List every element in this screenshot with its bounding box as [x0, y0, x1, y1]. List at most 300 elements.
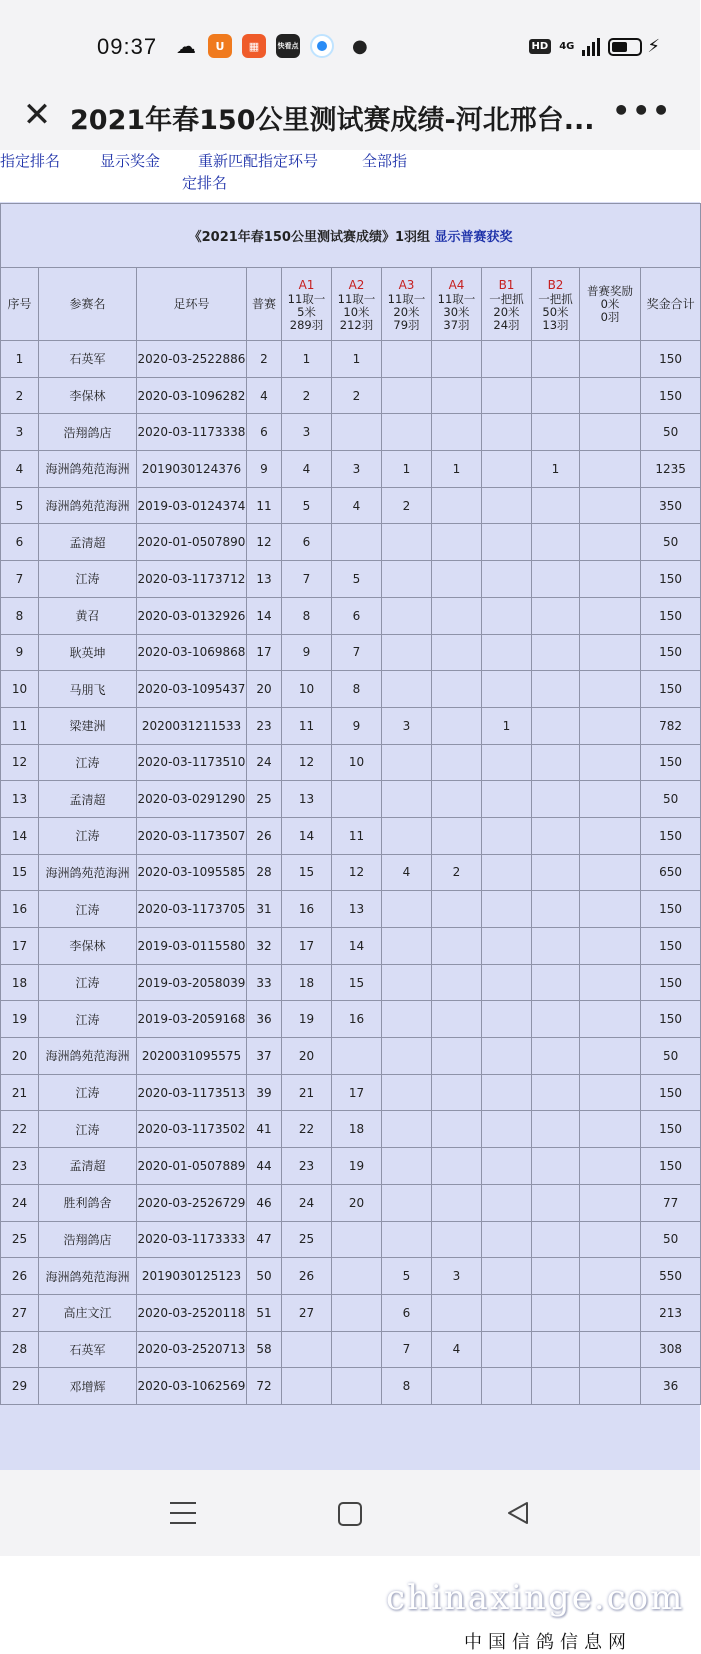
table-cell: [532, 928, 580, 965]
table-row: [1, 487, 701, 524]
table-cell: [382, 891, 432, 928]
more-notifications-dot-icon: ●: [352, 35, 368, 57]
table-cell: 2020-03-2520118: [137, 1294, 247, 1331]
column-header-detail: 24羽: [493, 317, 520, 332]
table-title-text: 《2021年春150公里测试赛成绩》1羽组: [188, 230, 430, 245]
table-cell: 2020-01-0507890: [137, 524, 247, 561]
table-cell: [382, 671, 432, 708]
table-cell: 8: [1, 597, 39, 634]
table-cell: [382, 1038, 432, 1075]
table-cell: [580, 891, 641, 928]
table-cell: 213: [641, 1294, 701, 1331]
table-cell: 11: [332, 817, 382, 854]
table-row: [1, 1001, 701, 1038]
notification-icons: [174, 34, 368, 58]
blue-circle-app-icon: [310, 34, 334, 58]
table-cell: [580, 1038, 641, 1075]
table-row: [1, 781, 701, 818]
table-cell: [432, 891, 482, 928]
table-cell: 24: [247, 744, 282, 781]
table-cell: [382, 634, 432, 671]
table-cell: [532, 817, 580, 854]
table-cell: [532, 377, 580, 414]
table-cell: 马朋飞: [39, 671, 137, 708]
table-cell: [532, 1221, 580, 1258]
table-cell: 44: [247, 1148, 282, 1185]
table-cell: [482, 487, 532, 524]
table-cell: 23: [1, 1148, 39, 1185]
table-cell: [580, 524, 641, 561]
column-header-detail: 11取一: [337, 291, 376, 306]
table-row: [1, 1368, 701, 1405]
table-cell: [482, 744, 532, 781]
table-cell: 10: [332, 744, 382, 781]
table-row: [1, 597, 701, 634]
status-bar: [0, 0, 700, 92]
table-cell: 72: [247, 1368, 282, 1405]
table-cell: 7: [282, 561, 332, 598]
table-cell: 28: [1, 1331, 39, 1368]
table-cell: 13: [282, 781, 332, 818]
column-header: [247, 268, 282, 341]
table-cell: 3: [382, 707, 432, 744]
table-cell: [482, 1368, 532, 1405]
toolbar-links: [0, 150, 700, 202]
table-cell: 5: [282, 487, 332, 524]
table-cell: 2019030124376: [137, 451, 247, 488]
table-cell: [580, 1331, 641, 1368]
table-cell: [482, 817, 532, 854]
table-cell: 2020-03-0291290: [137, 781, 247, 818]
table-row: [1, 1074, 701, 1111]
table-cell: 李保林: [39, 377, 137, 414]
table-cell: [482, 377, 532, 414]
column-header-detail: 5米: [297, 304, 316, 319]
table-cell: 20: [1, 1038, 39, 1075]
table-cell: [580, 634, 641, 671]
table-row: [1, 451, 701, 488]
table-cell: 10: [1, 671, 39, 708]
table-cell: [532, 1258, 580, 1295]
table-cell: 12: [332, 854, 382, 891]
table-cell: [580, 414, 641, 451]
table-cell: 12: [1, 744, 39, 781]
table-cell: [580, 781, 641, 818]
table-cell: [532, 744, 580, 781]
table-cell: [532, 1074, 580, 1111]
table-cell: 1: [382, 451, 432, 488]
table-cell: 150: [641, 891, 701, 928]
column-header-label: 参赛名: [69, 297, 106, 311]
table-cell: 江涛: [39, 964, 137, 1001]
table-cell: [482, 561, 532, 598]
table-cell: 50: [247, 1258, 282, 1295]
table-cell: 9: [282, 634, 332, 671]
table-cell: 14: [247, 597, 282, 634]
table-cell: 石英军: [39, 341, 137, 378]
table-cell: [580, 1074, 641, 1111]
column-header: [282, 268, 332, 341]
table-cell: 1: [532, 451, 580, 488]
table-cell: 15: [332, 964, 382, 1001]
close-icon[interactable]: ✕: [22, 95, 52, 135]
table-cell: 7: [1, 561, 39, 598]
table-cell: 150: [641, 1001, 701, 1038]
table-cell: [382, 414, 432, 451]
column-header-label: 序号: [7, 297, 32, 311]
table-cell: 2: [1, 377, 39, 414]
table-cell: 2020-03-0132926: [137, 597, 247, 634]
column-header-detail: 20米: [393, 304, 420, 319]
table-cell: [482, 781, 532, 818]
table-cell: 海洲鸽苑范海洲: [39, 451, 137, 488]
table-cell: [580, 928, 641, 965]
table-cell: 150: [641, 561, 701, 598]
table-cell: 550: [641, 1258, 701, 1295]
table-cell: [432, 671, 482, 708]
table-cell: 19: [1, 1001, 39, 1038]
table-cell: [432, 561, 482, 598]
column-header: [432, 268, 482, 341]
table-cell: 15: [1, 854, 39, 891]
table-row: [1, 928, 701, 965]
table-cell: [482, 854, 532, 891]
table-header-row: [1, 268, 701, 341]
table-cell: 2: [382, 487, 432, 524]
table-cell: 28: [247, 854, 282, 891]
table-cell: [432, 414, 482, 451]
table-cell: 海洲鸽苑范海洲: [39, 854, 137, 891]
table-cell: 20: [332, 1184, 382, 1221]
column-header: [532, 268, 580, 341]
table-cell: 2020-03-1062569: [137, 1368, 247, 1405]
table-cell: 47: [247, 1221, 282, 1258]
column-header-detail: 212羽: [339, 317, 374, 332]
table-cell: [482, 1148, 532, 1185]
table-cell: 22: [282, 1111, 332, 1148]
table-cell: 150: [641, 671, 701, 708]
column-header: [137, 268, 247, 341]
table-cell: 150: [641, 1148, 701, 1185]
table-cell: 江涛: [39, 1111, 137, 1148]
table-cell: 2020031095575: [137, 1038, 247, 1075]
status-time: 09:37: [97, 34, 158, 59]
back-icon[interactable]: [505, 1500, 531, 1526]
table-cell: 海洲鸽苑范海洲: [39, 487, 137, 524]
table-cell: 12: [247, 524, 282, 561]
table-cell: 4: [247, 377, 282, 414]
column-header-detail: 289羽: [289, 317, 324, 332]
table-cell: 14: [1, 817, 39, 854]
column-header-detail: 20米: [493, 304, 520, 319]
table-cell: [482, 1184, 532, 1221]
table-cell: [482, 1221, 532, 1258]
table-cell: 孟清超: [39, 524, 137, 561]
table-cell: 46: [247, 1184, 282, 1221]
table-cell: [432, 964, 482, 1001]
table-row: [1, 671, 701, 708]
table-cell: 3: [332, 451, 382, 488]
table-cell: 41: [247, 1111, 282, 1148]
table-cell: 2020-03-1096282: [137, 377, 247, 414]
table-cell: [580, 561, 641, 598]
table-cell: 3: [1, 414, 39, 451]
table-cell: 14: [332, 928, 382, 965]
table-cell: [482, 597, 532, 634]
table-cell: 4: [282, 451, 332, 488]
table-cell: 36: [641, 1368, 701, 1405]
table-cell: [432, 817, 482, 854]
table-cell: 邓增辉: [39, 1368, 137, 1405]
table-cell: [482, 671, 532, 708]
column-header-code: A4: [448, 277, 465, 292]
column-header-detail: 79羽: [393, 317, 420, 332]
table-cell: 150: [641, 597, 701, 634]
table-cell: [432, 1001, 482, 1038]
table-cell: 4: [382, 854, 432, 891]
table-cell: 3: [432, 1258, 482, 1295]
charging-icon: ⚡: [647, 36, 660, 57]
table-cell: 7: [332, 634, 382, 671]
table-cell: 1: [282, 341, 332, 378]
menu-icon[interactable]: [170, 1502, 196, 1524]
table-cell: [332, 1258, 382, 1295]
table-cell: 19: [332, 1148, 382, 1185]
table-cell: 50: [641, 1038, 701, 1075]
table-cell: [482, 1001, 532, 1038]
table-row: [1, 1148, 701, 1185]
table-cell: 21: [1, 1074, 39, 1111]
table-cell: 16: [332, 1001, 382, 1038]
table-cell: [532, 671, 580, 708]
table-cell: [482, 928, 532, 965]
table-cell: [532, 1001, 580, 1038]
table-cell: [432, 1294, 482, 1331]
home-icon[interactable]: [338, 1502, 362, 1526]
browser-title-bar: [0, 92, 700, 150]
table-cell: 2020-03-1173502: [137, 1111, 247, 1148]
table-cell: 2020-03-2526729: [137, 1184, 247, 1221]
table-row: [1, 1294, 701, 1331]
table-cell: 50: [641, 1221, 701, 1258]
table-cell: 782: [641, 707, 701, 744]
table-cell: 2: [432, 854, 482, 891]
table-cell: [282, 1331, 332, 1368]
system-status-icons: [529, 36, 660, 57]
table-cell: [532, 964, 580, 1001]
link-all-assign[interactable]: 全部指: [362, 152, 408, 170]
system-nav-bar: [0, 1470, 700, 1556]
table-cell: [382, 524, 432, 561]
table-cell: 150: [641, 744, 701, 781]
table-row: [1, 707, 701, 744]
table-cell: [532, 854, 580, 891]
watermark-logo: chinaxinge.com: [386, 1578, 685, 1618]
table-cell: 2020-03-1173338: [137, 414, 247, 451]
table-cell: [580, 451, 641, 488]
table-cell: 6: [282, 524, 332, 561]
table-cell: 2020031211533: [137, 707, 247, 744]
table-cell: [580, 1221, 641, 1258]
table-cell: 22: [1, 1111, 39, 1148]
table-cell: 10: [282, 671, 332, 708]
table-cell: [482, 1331, 532, 1368]
column-header-detail: 37羽: [443, 317, 470, 332]
results-table: [0, 203, 701, 1405]
table-cell: 25: [1, 1221, 39, 1258]
table-cell: 17: [282, 928, 332, 965]
column-header: [482, 268, 532, 341]
page-content: [0, 150, 700, 1653]
table-cell: 77: [641, 1184, 701, 1221]
table-cell: 2020-01-0507889: [137, 1148, 247, 1185]
table-cell: 350: [641, 487, 701, 524]
table-cell: [332, 1331, 382, 1368]
table-cell: 8: [282, 597, 332, 634]
table-cell: 5: [332, 561, 382, 598]
table-cell: 江涛: [39, 1001, 137, 1038]
table-cell: [432, 1368, 482, 1405]
table-cell: [482, 414, 532, 451]
column-header-detail: 11取一: [387, 291, 426, 306]
column-header-code: A1: [298, 277, 315, 292]
table-cell: [580, 1001, 641, 1038]
table-cell: 李保林: [39, 928, 137, 965]
table-cell: 150: [641, 1111, 701, 1148]
table-cell: [580, 817, 641, 854]
table-cell: 150: [641, 634, 701, 671]
table-cell: [482, 341, 532, 378]
table-cell: [382, 341, 432, 378]
table-cell: [382, 597, 432, 634]
signal-icon: [582, 38, 600, 56]
table-cell: 17: [247, 634, 282, 671]
table-cell: [382, 928, 432, 965]
table-cell: [382, 1148, 432, 1185]
table-cell: [532, 1148, 580, 1185]
uc-browser-icon: U: [208, 34, 232, 58]
link-rematch-ring[interactable]: 重新匹配指定环号: [198, 152, 319, 170]
table-cell: 150: [641, 817, 701, 854]
table-cell: 31: [247, 891, 282, 928]
table-cell: 26: [247, 817, 282, 854]
table-cell: 27: [1, 1294, 39, 1331]
table-cell: [382, 1001, 432, 1038]
table-cell: 1: [332, 341, 382, 378]
column-header-code: B2: [547, 277, 564, 292]
column-header-detail: 普赛奖励: [587, 283, 633, 298]
table-cell: 11: [282, 707, 332, 744]
column-header-detail: 13羽: [542, 317, 569, 332]
table-cell: 36: [247, 1001, 282, 1038]
table-cell: 海洲鸽苑范海洲: [39, 1258, 137, 1295]
column-header-label: 足环号: [173, 297, 210, 311]
table-cell: 胜利鸽舍: [39, 1184, 137, 1221]
table-cell: [580, 487, 641, 524]
column-header: [641, 268, 701, 341]
table-cell: 1: [432, 451, 482, 488]
table-cell: [532, 1368, 580, 1405]
table-cell: [580, 1111, 641, 1148]
table-cell: [532, 414, 580, 451]
table-cell: 13: [247, 561, 282, 598]
column-header-code: A2: [348, 277, 365, 292]
column-header-label: 奖金合计: [646, 297, 695, 311]
table-cell: [482, 891, 532, 928]
column-header-detail: 一把抓: [489, 291, 524, 306]
table-cell: [432, 707, 482, 744]
table-cell: 50: [641, 781, 701, 818]
link-show-prize[interactable]: 显示奖金: [100, 152, 161, 170]
table-cell: [382, 1111, 432, 1148]
table-cell: [432, 487, 482, 524]
table-cell: [580, 854, 641, 891]
column-header-code: A3: [398, 277, 415, 292]
more-options-icon[interactable]: •••: [612, 94, 672, 127]
table-cell: [532, 524, 580, 561]
table-cell: 5: [382, 1258, 432, 1295]
column-header: [1, 268, 39, 341]
table-cell: 石英军: [39, 1331, 137, 1368]
table-cell: 8: [332, 671, 382, 708]
table-cell: 1: [1, 341, 39, 378]
table-cell: 150: [641, 928, 701, 965]
table-cell: [482, 1038, 532, 1075]
table-cell: [580, 671, 641, 708]
table-row: [1, 854, 701, 891]
table-row: [1, 377, 701, 414]
link-all-assign-cont[interactable]: 定排名: [182, 174, 228, 192]
table-cell: 20: [247, 671, 282, 708]
table-cell: 23: [247, 707, 282, 744]
column-header: [382, 268, 432, 341]
table-cell: 海洲鸽苑范海洲: [39, 1038, 137, 1075]
table-cell: [332, 781, 382, 818]
page-title: 2021年春150公里测试赛成绩-河北邢台...: [70, 105, 595, 136]
table-cell: [332, 1038, 382, 1075]
table-cell: 16: [282, 891, 332, 928]
table-cell: [580, 1368, 641, 1405]
table-cell: 11: [1, 707, 39, 744]
table-cell: [432, 1148, 482, 1185]
table-cell: 25: [282, 1221, 332, 1258]
show-general-prize-link[interactable]: 显示普赛获奖: [434, 230, 513, 245]
table-cell: [382, 561, 432, 598]
table-cell: [432, 1184, 482, 1221]
table-cell: 150: [641, 1074, 701, 1111]
table-cell: 2020-03-2520713: [137, 1331, 247, 1368]
table-cell: 6: [247, 414, 282, 451]
table-cell: 9: [332, 707, 382, 744]
table-cell: [332, 414, 382, 451]
column-header: [332, 268, 382, 341]
table-cell: [332, 1368, 382, 1405]
table-cell: [580, 1148, 641, 1185]
link-assign-ranking[interactable]: 指定排名: [0, 152, 61, 170]
table-cell: 高庄文江: [39, 1294, 137, 1331]
table-cell: [482, 524, 532, 561]
table-cell: [382, 781, 432, 818]
table-row: [1, 561, 701, 598]
table-row: [1, 964, 701, 1001]
table-cell: 1: [482, 707, 532, 744]
table-cell: [382, 1074, 432, 1111]
table-cell: [432, 341, 482, 378]
table-cell: 孟清超: [39, 1148, 137, 1185]
table-cell: 650: [641, 854, 701, 891]
watermark-cn: 中国信鸽信息网: [464, 1632, 632, 1653]
table-cell: 江涛: [39, 891, 137, 928]
